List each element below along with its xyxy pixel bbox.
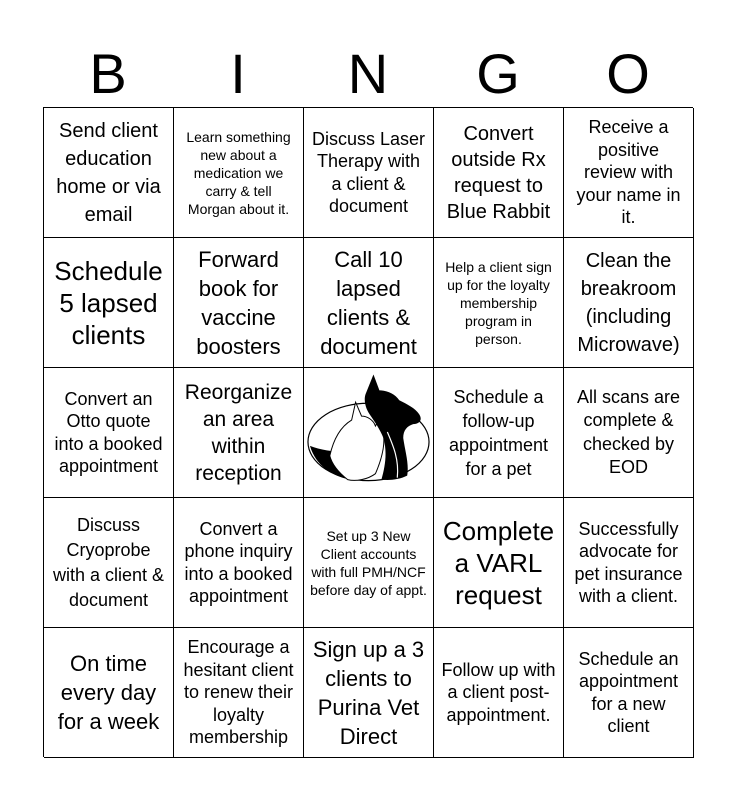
bingo-cell[interactable] (564, 108, 694, 238)
header-letter-g: G (476, 42, 520, 105)
cell-text: Encourage a hesitant client to renew their loyalty membership (183, 637, 294, 748)
cell-text: Schedule a follow-up appointment for a pet (448, 386, 549, 479)
cell-text: Set up 3 New Client accounts with full PMH/NCF before day of appt. (310, 527, 427, 598)
bingo-cell[interactable] (304, 628, 434, 758)
bingo-cell[interactable] (174, 238, 304, 368)
cell-text: Discuss Cryoprobe with a client & document (52, 514, 165, 610)
bingo-cell[interactable] (564, 238, 694, 368)
bingo-cell[interactable] (174, 368, 304, 498)
cell-text: Learn something new about a medication we carry & tell Morgan about it. (186, 128, 291, 217)
bingo-cell[interactable] (304, 498, 434, 628)
cell-text: Schedule an appointment for a new client (578, 648, 679, 736)
bingo-cell[interactable] (434, 108, 564, 238)
bingo-grid (43, 107, 693, 757)
bingo-cell[interactable] (304, 108, 434, 238)
bingo-cell[interactable] (174, 498, 304, 628)
bingo-cell[interactable] (304, 238, 434, 368)
bingo-cell[interactable] (564, 628, 694, 758)
bingo-cell[interactable] (434, 368, 564, 498)
cell-text: Reorganize an area within reception (184, 380, 293, 485)
bingo-cell[interactable] (174, 108, 304, 238)
cell-text: Convert an Otto quote into a booked appointment (54, 388, 163, 476)
cell-text: Convert outside Rx request to Blue Rabbit (446, 122, 551, 223)
header-letter-o: O (606, 42, 650, 105)
bingo-cell[interactable] (44, 498, 174, 628)
bingo-cell[interactable] (44, 628, 174, 758)
bingo-cell[interactable] (174, 628, 304, 758)
free-space[interactable] (304, 368, 434, 498)
cell-text: Sign up a 3 clients to Purina Vet Direct (312, 636, 425, 749)
bingo-cell[interactable] (564, 368, 694, 498)
cell-text: Forward book for vaccine boosters (196, 246, 281, 359)
cell-text: Send client education home or via email (56, 119, 161, 226)
cell-text: Call 10 lapsed clients & document (320, 246, 417, 359)
bingo-cell[interactable] (44, 108, 174, 238)
bingo-cell[interactable] (44, 368, 174, 498)
header-letter-b: B (89, 42, 127, 105)
cell-text: Convert a phone inquiry into a booked appointment (184, 518, 293, 606)
cell-text: Schedule 5 lapsed clients (54, 255, 163, 350)
cell-text: Successfully advocate for pet insurance with a client. (574, 518, 683, 606)
bingo-cell[interactable] (564, 498, 694, 628)
header-letter-i: I (230, 42, 246, 105)
bingo-cell[interactable] (434, 498, 564, 628)
header-letter-n: N (347, 42, 389, 105)
cell-text: Clean the breakroom (including Microwave) (577, 249, 680, 356)
cell-text: All scans are complete & checked by EOD (576, 386, 681, 477)
cell-text: Discuss Laser Therapy with a client & document (311, 128, 426, 216)
cell-text: Help a client sign up for the loyalty membership program in person. (445, 258, 552, 347)
cell-text: On time every day for a week (57, 651, 160, 734)
cell-text: Complete a VARL request (442, 515, 555, 610)
bingo-cell[interactable] (44, 238, 174, 368)
bingo-cell[interactable] (434, 238, 564, 368)
bingo-cell[interactable] (434, 628, 564, 758)
dog-and-cat-logo-icon (304, 368, 433, 498)
cell-text: Receive a positive review with your name in it. (576, 117, 681, 228)
cell-text: Follow up with a client post-appointment. (441, 659, 556, 725)
bingo-header (43, 40, 693, 108)
